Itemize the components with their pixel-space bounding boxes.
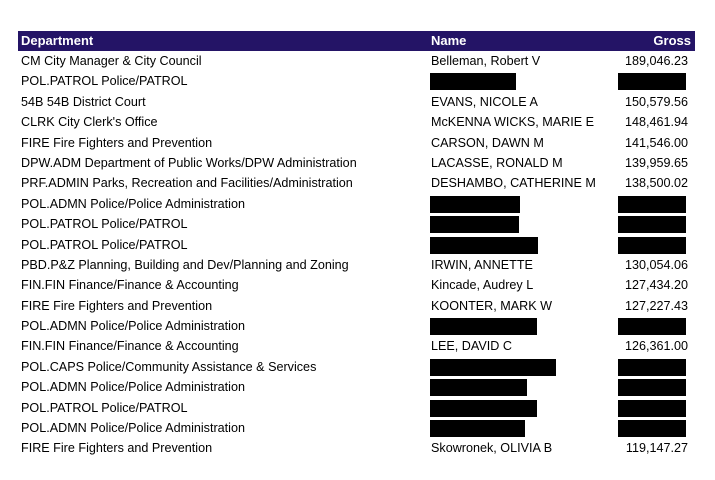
department-cell: POL.ADMN Police/Police Administration [21,319,245,334]
department-cell: FIRE Fire Fighters and Prevention [21,135,213,150]
name-cell: Skowronek, OLIVIA B [431,441,553,456]
gross-cell: 130,054.06 [624,257,688,272]
name-cell: LEE, DAVID C [431,339,512,354]
salary-table [18,31,695,459]
name-cell: KOONTER, MARK W [431,298,553,313]
table-body [18,51,695,459]
gross-cell: 119,147.27 [625,441,688,456]
table-row [18,336,695,356]
table-row [18,418,695,438]
department-cell: POL.PATROL Police/PATROL [21,400,188,415]
redacted-name-box [430,318,537,335]
gross-cell: 148,461.94 [624,115,688,130]
name-cell: Kincade, Audrey L [431,278,534,293]
name-cell: DESHAMBO, CATHERINE M [431,176,596,191]
table-row [18,133,695,153]
department-cell: CM City Manager & City Council [21,54,202,68]
department-cell: POL.PATROL Police/PATROL [21,237,188,252]
department-cell: 54B 54B District Court [21,94,146,109]
header-department: Department [21,33,94,48]
department-cell: DPW.ADM Department of Public Works/DPW Administration [21,155,357,170]
redacted-name-box [430,379,527,396]
redacted-name-box [430,420,525,437]
name-cell: IRWIN, ANNETTE [431,257,533,272]
department-cell: FIN.FIN Finance/Finance & Accounting [21,278,239,293]
table-row [18,296,695,316]
table-row [18,316,695,336]
redacted-name-box [430,400,537,417]
redacted-name-box [430,216,519,233]
gross-cell: 126,361.00 [624,339,688,354]
redacted-gross-box [618,420,686,437]
gross-cell: 150,579.56 [624,94,688,109]
table-row [18,214,695,234]
table-header [18,31,695,51]
gross-cell: 141,546.00 [624,135,688,150]
department-cell: CLRK City Clerk's Office [21,115,158,130]
table-row [18,194,695,214]
gross-cell: 139,959.65 [624,155,688,170]
redacted-gross-box [618,196,686,213]
department-cell: POL.PATROL Police/PATROL [21,217,188,232]
table-row [18,173,695,193]
department-cell: PBD.P&Z Planning, Building and Dev/Planning and Zoning [21,257,349,272]
table-row [18,71,695,91]
redacted-name-box [430,359,556,376]
department-cell: PRF.ADMIN Parks, Recreation and Facilities/Administration [21,176,353,191]
table-row [18,357,695,377]
department-cell: POL.ADMN Police/Police Administration [21,421,245,436]
redacted-name-box [430,237,538,254]
table-row [18,92,695,112]
gross-cell: 127,434.20 [624,278,688,293]
redacted-gross-box [618,73,686,90]
redacted-name-box [430,196,520,213]
table-row [18,255,695,275]
redacted-gross-box [618,359,686,376]
name-cell: LACASSE, RONALD M [431,155,563,170]
department-cell: FIRE Fire Fighters and Prevention [21,298,213,313]
header-name: Name [431,33,467,48]
table-row [18,438,695,458]
table-row [18,112,695,132]
redacted-name-box [430,73,516,90]
header-gross: Gross [653,33,691,48]
name-cell: McKENNA WICKS, MARIE E [431,115,595,130]
table-row [18,235,695,255]
gross-cell: 189,046.23 [624,54,688,68]
table-row [18,275,695,295]
department-cell: POL.ADMN Police/Police Administration [21,380,245,395]
redacted-gross-box [618,237,686,254]
name-cell: Belleman, Robert V [431,54,541,68]
gross-cell: 127,227.43 [624,298,688,313]
department-cell: FIN.FIN Finance/Finance & Accounting [21,339,239,354]
redacted-gross-box [618,318,686,335]
table-row [18,153,695,173]
table-row [18,398,695,418]
table-row [18,377,695,397]
department-cell: POL.ADMN Police/Police Administration [21,196,245,211]
redacted-gross-box [618,379,686,396]
department-cell: FIRE Fire Fighters and Prevention [21,441,213,456]
gross-cell: 138,500.02 [624,176,688,191]
redacted-gross-box [618,216,686,233]
redacted-gross-box [618,400,686,417]
table-row [18,51,695,71]
department-cell: POL.CAPS Police/Community Assistance & Services [21,359,317,374]
name-cell: EVANS, NICOLE A [431,94,538,109]
name-cell: CARSON, DAWN M [431,135,544,150]
department-cell: POL.PATROL Police/PATROL [21,74,188,89]
